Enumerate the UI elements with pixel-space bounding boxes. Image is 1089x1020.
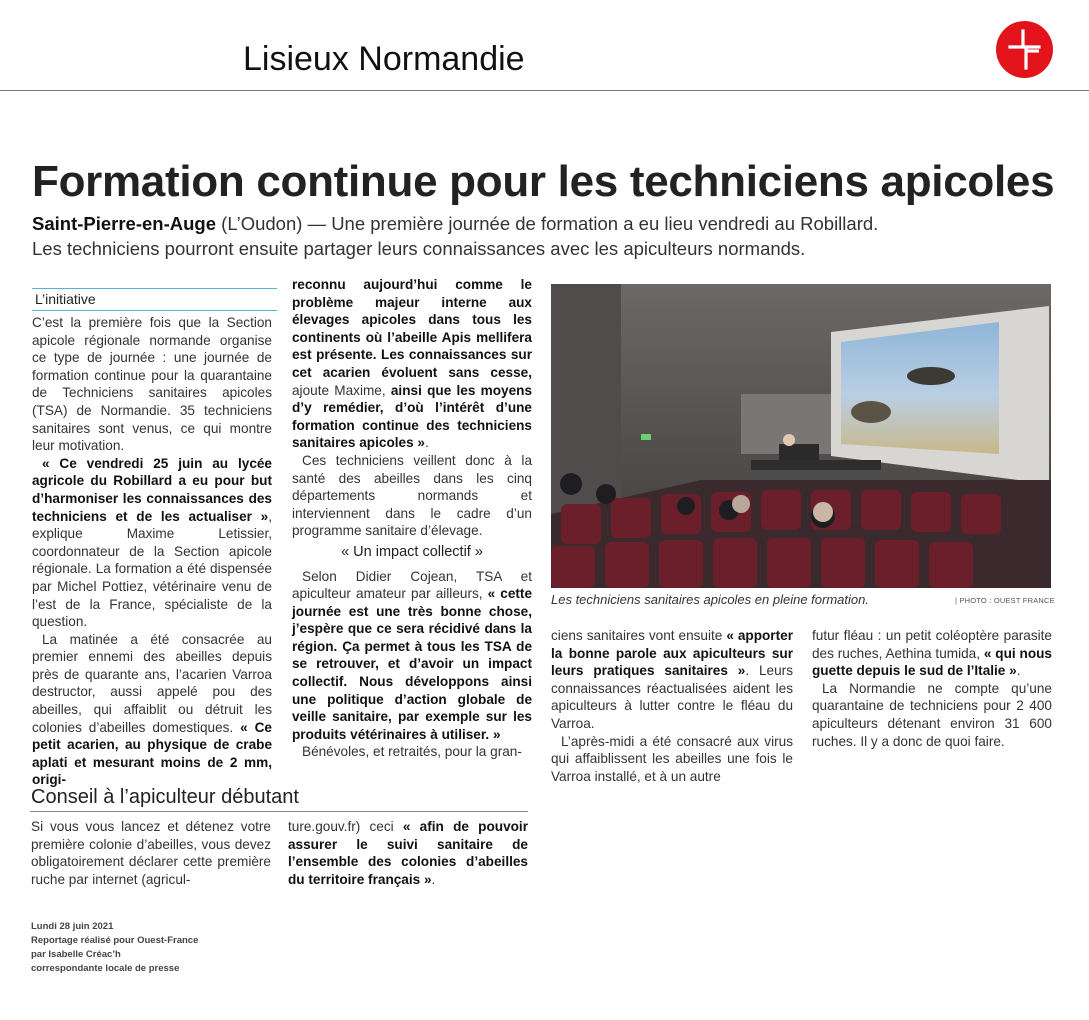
article-headline: Formation continue pour les techniciens apicoles	[32, 157, 1055, 206]
footer-role: correspondante locale de presse	[31, 963, 180, 974]
masthead-title: Lisieux Normandie	[243, 40, 525, 78]
box-title: Conseil à l’apiculteur débutant	[31, 786, 299, 808]
paragraph: futur fléau : un petit coléoptère parasite des ruches, Aethina tumida, « qui nous guette depuis le sud de l’Italie ».	[812, 628, 1052, 679]
paragraph: La Normandie ne compte qu’une quarantaine de techniciens pour 2 400 apiculteurs détenant environ 31 600 ruches. Il y a donc de quoi faire.	[812, 680, 1052, 749]
footer-report: Reportage réalisé pour Ouest-France	[31, 935, 199, 946]
photo-caption: Les techniciens sanitaires apicoles en pleine formation.	[551, 592, 869, 607]
box-column-1	[31, 818, 271, 888]
paragraph: L’après-midi a été consacré aux virus qui affaiblissent les abeilles une fois le Varroa installé, et à un autre	[551, 733, 793, 784]
paragraph: La matinée a été consacrée au premier ennemi des abeilles depuis près de quarante ans, l’acarien Varroa destructor, aussi appelé pou des abeilles, qui affaiblit ou détruit les colonies d’abeilles domestiques. « Ce petit acarien, au physique de crabe aplati et mesurant moins de 2 mm, origi-	[32, 631, 272, 788]
box-column-2	[288, 818, 528, 888]
article-photo	[551, 284, 1051, 588]
article-lede-line2: Les techniciens pourront ensuite partager leurs connaissances avec les apiculteurs normands.	[32, 238, 806, 259]
lede-text: Une première journée de formation a eu lieu vendredi au Robillard.	[331, 213, 879, 234]
article-column-1	[32, 314, 272, 789]
section-kicker: L’initiative	[32, 288, 277, 311]
article-column-2	[292, 276, 532, 761]
paragraph: Ces techniciens veillent donc à la santé des abeilles dans les cinq départements normands et interviennent dans le cadre d’un programme sanitaire d’élevage.	[292, 452, 532, 539]
article-column-4	[812, 627, 1052, 750]
paragraph: ciens sanitaires vont ensuite « apporter la bonne parole aux apiculteurs sur leurs pratiques sanitaires ». Leurs connaissances réactualisées aident les apiculteurs à lutter contre le fléau du Varroa.	[551, 628, 793, 731]
paragraph: ture.gouv.fr) ceci « afin de pouvoir assurer le suivi sanitaire de l’ensemble des colonies d’abeilles du territoire français ».	[288, 819, 529, 887]
dateline-place: Saint-Pierre-en-Auge	[32, 213, 217, 234]
ouest-france-logo-icon	[996, 21, 1053, 78]
box-rule	[30, 811, 528, 812]
masthead-rule	[0, 90, 1089, 91]
photo-credit: | PHOTO : OUEST FRANCE	[955, 596, 1055, 605]
footer-date: Lundi 28 juin 2021	[31, 921, 114, 932]
footer-author: par Isabelle Créac’h	[31, 949, 121, 960]
paragraph: C’est la première fois que la Section apicole régionale normande organise ce type de journée : une journée de formation continue pour la quarantaine de Techniciens sanitaires apicoles (TSA) de Normandie. 35 techniciens sanitaires sont venus, ce qui montre leur motivation.	[32, 315, 272, 454]
subheading: « Un impact collectif »	[341, 543, 483, 560]
article-lede	[32, 213, 878, 235]
paragraph: Si vous vous lancez et détenez votre première colonie d’abeilles, vous devez obligatoirement déclarer cette première ruche par internet (agricul-	[31, 819, 271, 887]
article-column-3	[551, 627, 793, 785]
paragraph: reconnu aujourd’hui comme le problème majeur interne aux élevages apicoles dans tous les continents où l’abeille Apis mellifera est présente. Les connaissances sur cet acarien évoluent sans cesse, ajoute Maxime, ainsi que les moyens d’y remédier, d’où l’intérêt d’une formation continue des techniciens sanitaires apicoles ».	[292, 277, 533, 451]
paragraph: Bénévoles, et retraités, pour la gran-	[302, 744, 522, 760]
paragraph: Selon Didier Cojean, TSA et apiculteur amateur par ailleurs, « cette journée est une très bonne chose, j’espère que ce sera récidivé dans la région. Ça permet à tous les TSA de se retrouver, et d’avoir un impact collectif. Nous développons ainsi une politique d’action globale de veille sanitaire, par exemple sur les produits vétérinaires à utiliser. »	[292, 568, 532, 742]
paragraph: « Ce vendredi 25 juin au lycée agricole du Robillard a eu pour but d’harmoniser les connaissances des techniciens et de les actualiser », explique Maxime Letissier, coordonnateur de la Section apicole régionale. La formation a été dispensée par Michel Pottiez, vétérinaire venu de l’est de la France, spécialiste de la question.	[32, 455, 272, 630]
dateline-sub: (L’Oudon) —	[221, 213, 332, 234]
